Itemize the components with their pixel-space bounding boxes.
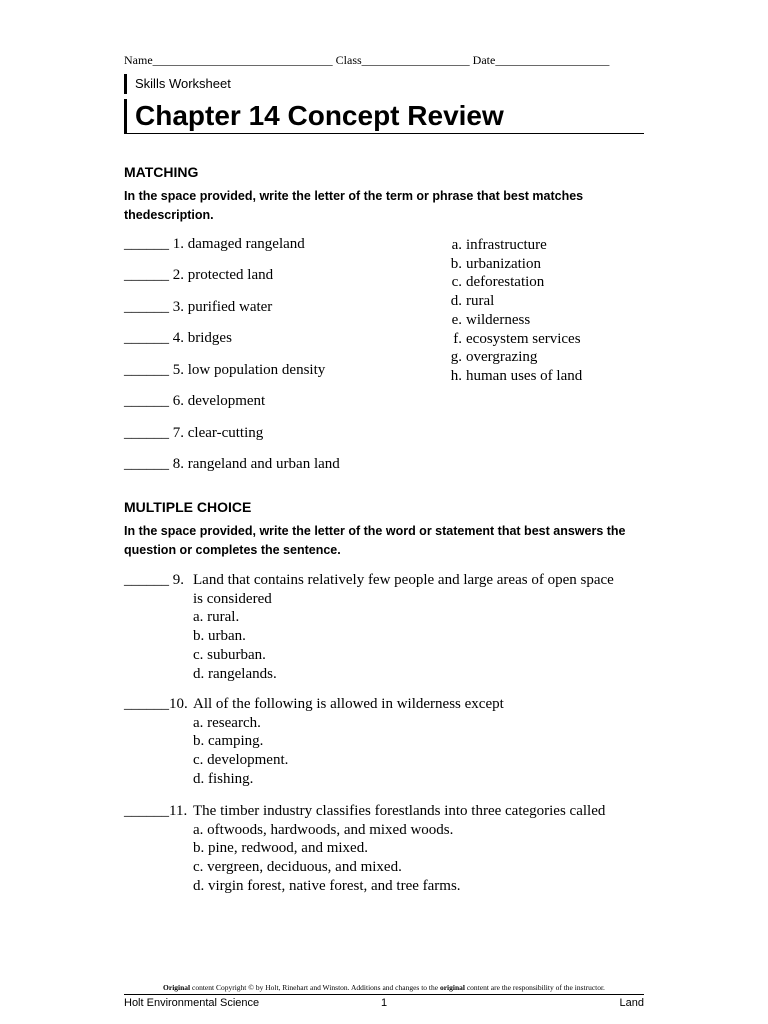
answer-blank: ______10. (124, 696, 188, 712)
matching-option: g. overgrazing (450, 349, 538, 366)
question-stem: Land that contains relatively few people and large areas of open space (193, 572, 614, 588)
matching-option: b. urbanization (450, 255, 541, 272)
answer-blank: ______11. (124, 803, 188, 819)
date-field: Date___________________ (472, 53, 610, 67)
matching-option: f. ecosystem services (453, 330, 581, 347)
choice: d. rangelands. (193, 665, 277, 682)
matching-instructions: In the space provided, write the letter of the term or phrase that best matches thedescription. (124, 189, 584, 222)
answer-blank: ______ 9. (124, 572, 184, 588)
choice: b. pine, redwood, and mixed. (193, 840, 368, 857)
matching-item: ______ 6. development (124, 393, 266, 409)
multiple-choice-instructions: In the space provided, write the letter of the word or statement that best answers the question or completes the sentence. (124, 524, 626, 557)
matching-option: c. deforestation (451, 274, 545, 291)
choice: c. vergreen, deciduous, and mixed. (193, 859, 402, 876)
class-field: Class__________________ (335, 53, 470, 67)
matching-item: ______ 1. damaged rangeland (124, 236, 305, 252)
question-stem: The timber industry classifies forestlands into three categories called (193, 803, 606, 819)
matching-option: h. human uses of land (450, 367, 583, 384)
matching-option: e. wilderness (451, 311, 531, 328)
matching-item: ______ 8. rangeland and urban land (124, 456, 340, 472)
matching-option: a. infrastructure (451, 237, 547, 253)
worksheet-label: Skills Worksheet (124, 74, 231, 94)
copyright-notice: Original content Copyright © by Holt, Rinehart and Winston. Additions and changes to the original content are the responsibility of the instructor. (163, 983, 605, 992)
question-stem-continued: is considered (193, 590, 272, 607)
choice: a. research. (193, 714, 261, 731)
page-number: 1 (380, 997, 388, 1009)
matching-item: ______ 7. clear-cutting (124, 425, 264, 441)
matching-item: ______ 3. purified water (124, 299, 273, 315)
page-title: Chapter 14 Concept Review (124, 99, 644, 134)
choice: d. virgin forest, native forest, and tree farms. (193, 877, 461, 894)
choice: a. rural. (193, 609, 240, 626)
page-footer (124, 994, 644, 1009)
question-10 (124, 695, 654, 789)
matching-heading: MATCHING (124, 164, 199, 180)
question-9 (124, 571, 654, 683)
matching-item: ______ 2. protected land (124, 267, 274, 283)
choice: b. camping. (193, 733, 264, 750)
question-11 (124, 802, 654, 896)
question-stem: All of the following is allowed in wilderness except (193, 696, 504, 712)
matching-item: ______ 4. bridges (124, 330, 232, 346)
choice: a. oftwoods, hardwoods, and mixed woods. (193, 821, 454, 838)
footer-chapter: Land (619, 997, 644, 1009)
matching-options (446, 236, 582, 386)
matching-item: ______ 5. low population density (124, 362, 326, 378)
matching-option: d. rural (450, 293, 495, 310)
name-field: Name______________________________ (124, 53, 333, 67)
choice: c. suburban. (193, 646, 266, 663)
multiple-choice-heading: MULTIPLE CHOICE (124, 499, 252, 515)
footer-publication: Holt Environmental Science (124, 997, 260, 1009)
choice: b. urban. (193, 628, 246, 645)
choice: d. fishing. (193, 770, 254, 787)
choice: c. development. (193, 752, 289, 769)
student-info-header (124, 53, 644, 68)
